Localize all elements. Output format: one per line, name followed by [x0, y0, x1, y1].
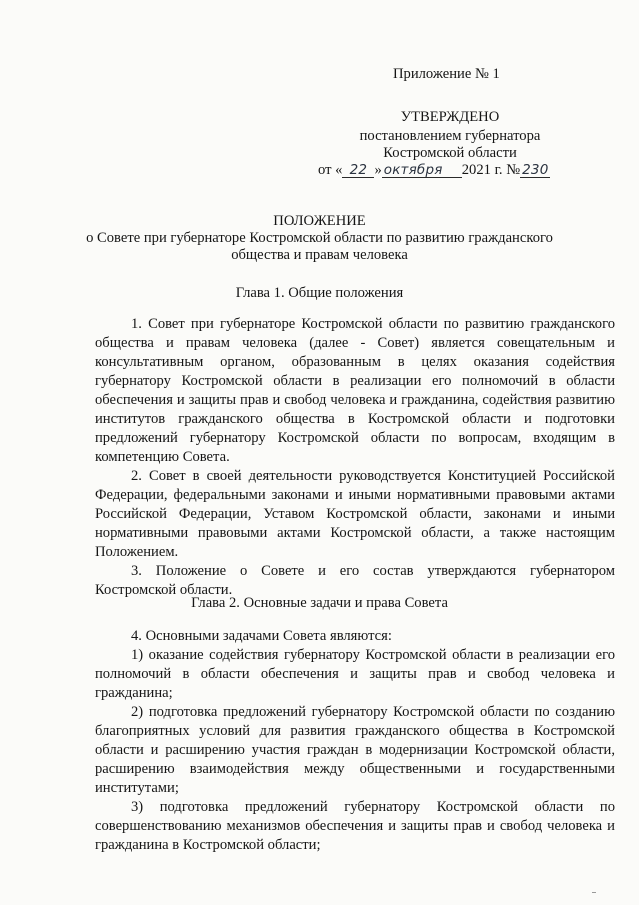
date-day-handwritten: 22 — [342, 163, 374, 178]
task-item-2: 2) подготовка предложений губернатору Костромской области по созданию благоприятных условий для развития гражданского общества в Костромской области и расширению участия граждан в модернизации Костромской области, расширению взаимодействия между общественными и государственными институтами; — [95, 704, 615, 796]
chapter-1-body — [95, 315, 615, 600]
paragraph-1: 1. Совет при губернаторе Костромской области по развитию гражданского общества и правам человека (далее - Совет) является совещательным и консультативным органом, образованным в целях оказания содействия губернатору Костромской области в реализации его полномочий в области обеспечения и защиты прав и свобод человека и гражданина, содействия развитию институтов гражданского общества в Костромской области и подготовки предложений губернатору Костромской области по вопросам, входящим в компетенцию Совета. — [95, 316, 615, 465]
task-item-1: 1) оказание содействия губернатору Костромской области в реализации его полномочий в области обеспечения и защиты прав и свобод человека и гражданина; — [95, 647, 615, 701]
scan-speck — [592, 892, 596, 893]
paragraph-2: 2. Совет в своей деятельности руководствуется Конституцией Российской Федерации, федеральными законами и иными нормативными правовыми актами Российской Федерации, Уставом Костромской области, законами и иными нормативными правовыми актами Костромской области, а также настоящим Положением. — [95, 468, 615, 560]
document-subtitle-line1: о Совете при губернаторе Костромской области по развитию гражданского — [86, 230, 553, 246]
document-subtitle-line2: общества и правам человека — [231, 247, 408, 263]
chapter-2-body — [95, 627, 615, 855]
chapter-1-heading: Глава 1. Общие положения — [235, 285, 404, 301]
approved-by-line2: Костромской области — [383, 145, 517, 161]
document-title: ПОЛОЖЕНИЕ — [273, 213, 366, 229]
decree-date-line — [318, 161, 550, 180]
approved-stamp-text: УТВЕРЖДЕНО — [400, 109, 500, 125]
paragraph-4: 4. Основными задачами Совета являются: — [131, 628, 392, 644]
task-item-3: 3) подготовка предложений губернатору Костромской области по совершенствованию механизмов обеспечения и защиты прав и свобод человека и гражданина в Костромской области; — [95, 799, 615, 853]
date-month-handwritten: октября — [382, 163, 462, 178]
date-prefix: от « — [318, 162, 343, 178]
approved-by-line1: постановлением губернатора — [359, 128, 541, 144]
chapter-2-heading: Глава 2. Основные задачи и права Совета — [191, 595, 448, 611]
date-year: 2021 г. № — [461, 162, 521, 178]
decree-number-handwritten: 230 — [522, 162, 549, 178]
paragraph-3: 3. Положение о Совете и его состав утверждаются губернатором Костромской области. — [95, 563, 615, 598]
appendix-number: Приложение № 1 — [393, 66, 500, 82]
date-quote-close: » — [374, 162, 382, 178]
